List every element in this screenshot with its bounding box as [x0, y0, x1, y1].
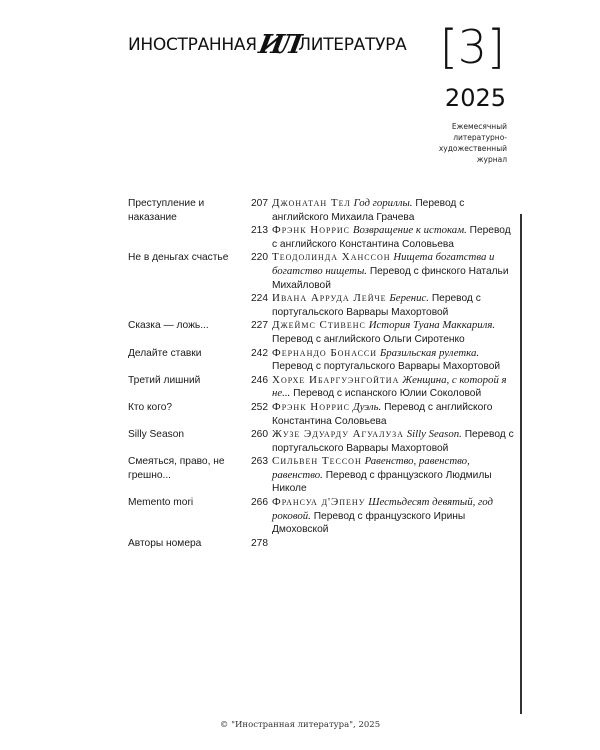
- author-name: Франсуа д'Эпену: [272, 496, 366, 509]
- translation-note: Перевод с английского Ольги Сиротенко: [272, 333, 465, 345]
- translation-note: Перевод с французского Ирины Дмоховской: [272, 510, 466, 536]
- work-title: Возвращение к истокам.: [352, 224, 467, 237]
- author-name: Фернандо Бонасси: [272, 346, 378, 359]
- entry-text: [272, 347, 514, 374]
- toc-entry: [128, 455, 514, 496]
- translation-note: Перевод с испанского Юлии Соколовой: [293, 388, 482, 400]
- translation-note: Перевод с португальского Варвары Махортовой: [272, 361, 501, 373]
- section-title: Не в деньгах счастье: [128, 252, 229, 264]
- section-title: Авторы номера: [128, 537, 202, 549]
- toc-entry: [128, 251, 514, 292]
- work-title: Шестьдесят девятый, год роковой.: [272, 496, 493, 522]
- page-number: 266: [251, 497, 268, 509]
- description-line: Ежемесячный: [451, 122, 507, 131]
- author-name: Хорхе Ибаргуэнгойтиа: [272, 373, 400, 386]
- section-title: Преступление и наказание: [128, 198, 205, 223]
- translation-note: Перевод с английского Константина Соловьева: [272, 225, 511, 250]
- entry-text: [272, 197, 514, 224]
- issue-year: 2025: [444, 84, 506, 112]
- entry-text: [272, 537, 514, 551]
- page-number: 220: [251, 252, 268, 264]
- entry-text: [272, 496, 514, 537]
- masthead-left: ИНОСТРАННАЯ: [128, 35, 257, 55]
- description-line: журнал: [476, 155, 507, 164]
- page-number: 260: [251, 429, 268, 441]
- page-number: 263: [251, 456, 268, 468]
- toc-entry: [128, 537, 514, 551]
- author-name: Фрэнк Норрис: [272, 224, 351, 237]
- entry-text: [272, 319, 514, 346]
- author-name: Сильвен Тессон: [272, 455, 362, 468]
- translation-note: Перевод с португальского Варвары Махортовой: [272, 429, 514, 454]
- work-title: Женщина, с которой я не...: [272, 373, 507, 400]
- section-title: Третий лишний: [128, 374, 201, 386]
- author-name: Джонатан Тел: [272, 197, 351, 209]
- work-title: Бразильская рулетка.: [379, 346, 480, 359]
- toc-entry: [128, 224, 514, 251]
- work-title: Silly Season.: [406, 428, 462, 441]
- author-name: Джеймс Стивенс: [272, 319, 366, 332]
- entry-text: [272, 428, 514, 455]
- work-title: История Туана Маккариля.: [368, 319, 496, 332]
- work-title: Беренис.: [389, 292, 430, 305]
- section-title: Кто кого?: [128, 401, 173, 413]
- section-title: Сказка — ложь...: [128, 320, 209, 332]
- entry-text: [272, 251, 514, 292]
- issue-number: [3]: [439, 20, 505, 74]
- author-name: Теодолинда Ханссон: [272, 251, 391, 264]
- vertical-rule: [520, 214, 522, 714]
- logo-icon: ИЛ: [256, 30, 299, 60]
- toc-entry: [128, 319, 514, 346]
- page-number: 213: [251, 225, 268, 237]
- toc-entry: [128, 197, 514, 224]
- section-title: Смеяться, право, не грешно...: [128, 456, 225, 481]
- page-number: 224: [251, 293, 268, 305]
- page-number: 278: [251, 537, 268, 549]
- masthead-right: ЛИТЕРАТУРА: [298, 35, 407, 55]
- section-title: [128, 292, 244, 319]
- work-title: Дуэль.: [352, 400, 382, 413]
- translation-note: Перевод с финского Натальи Михайловой: [272, 265, 509, 291]
- page-number: 227: [251, 320, 268, 332]
- toc-entry: [128, 428, 514, 455]
- copyright-footer: © "Иностранная литература", 2025: [219, 720, 381, 730]
- toc-entry: [128, 401, 514, 428]
- translation-note: Перевод с французского Людмилы Николе: [272, 469, 492, 495]
- section-title: Silly Season: [128, 429, 185, 441]
- entry-text: [272, 374, 514, 401]
- entry-text: [272, 224, 514, 251]
- entry-text: [272, 455, 514, 496]
- work-title: Равенство, равенство, равенство.: [272, 455, 470, 481]
- section-title: Memento mori: [128, 497, 194, 509]
- section-title: Делайте ставки: [128, 347, 202, 359]
- translation-note: Перевод с португальского Варвары Махортовой: [272, 293, 481, 318]
- toc-entry: [128, 292, 514, 319]
- author-name: Ивана Арруда Лейче: [272, 292, 387, 305]
- toc-entry: [128, 347, 514, 374]
- page-number: 252: [251, 401, 268, 413]
- magazine-masthead: [128, 30, 406, 60]
- entry-text: [272, 401, 514, 428]
- author-name: Жузе Эдуарду Агуалуза: [272, 428, 404, 441]
- translation-note: Перевод с английского Константина Соловьева: [272, 401, 493, 427]
- description-line: художественный: [438, 144, 507, 153]
- work-title: Год гориллы.: [353, 197, 413, 209]
- toc-entry: [128, 496, 514, 537]
- section-title: [128, 224, 244, 251]
- page-number: 242: [251, 347, 268, 359]
- description-line: литературно-: [453, 133, 507, 142]
- entry-text: [272, 292, 514, 319]
- page-number: 246: [251, 374, 268, 386]
- translation-note: Перевод с английского Михаила Грачева: [272, 198, 465, 223]
- toc-entry: [128, 374, 514, 401]
- author-name: Фрэнк Норрис: [272, 400, 351, 413]
- table-of-contents: [128, 197, 514, 550]
- page-number: 207: [251, 198, 268, 209]
- magazine-description: [439, 121, 507, 165]
- work-title: Нищета богатства и богатство нищеты.: [272, 251, 495, 277]
